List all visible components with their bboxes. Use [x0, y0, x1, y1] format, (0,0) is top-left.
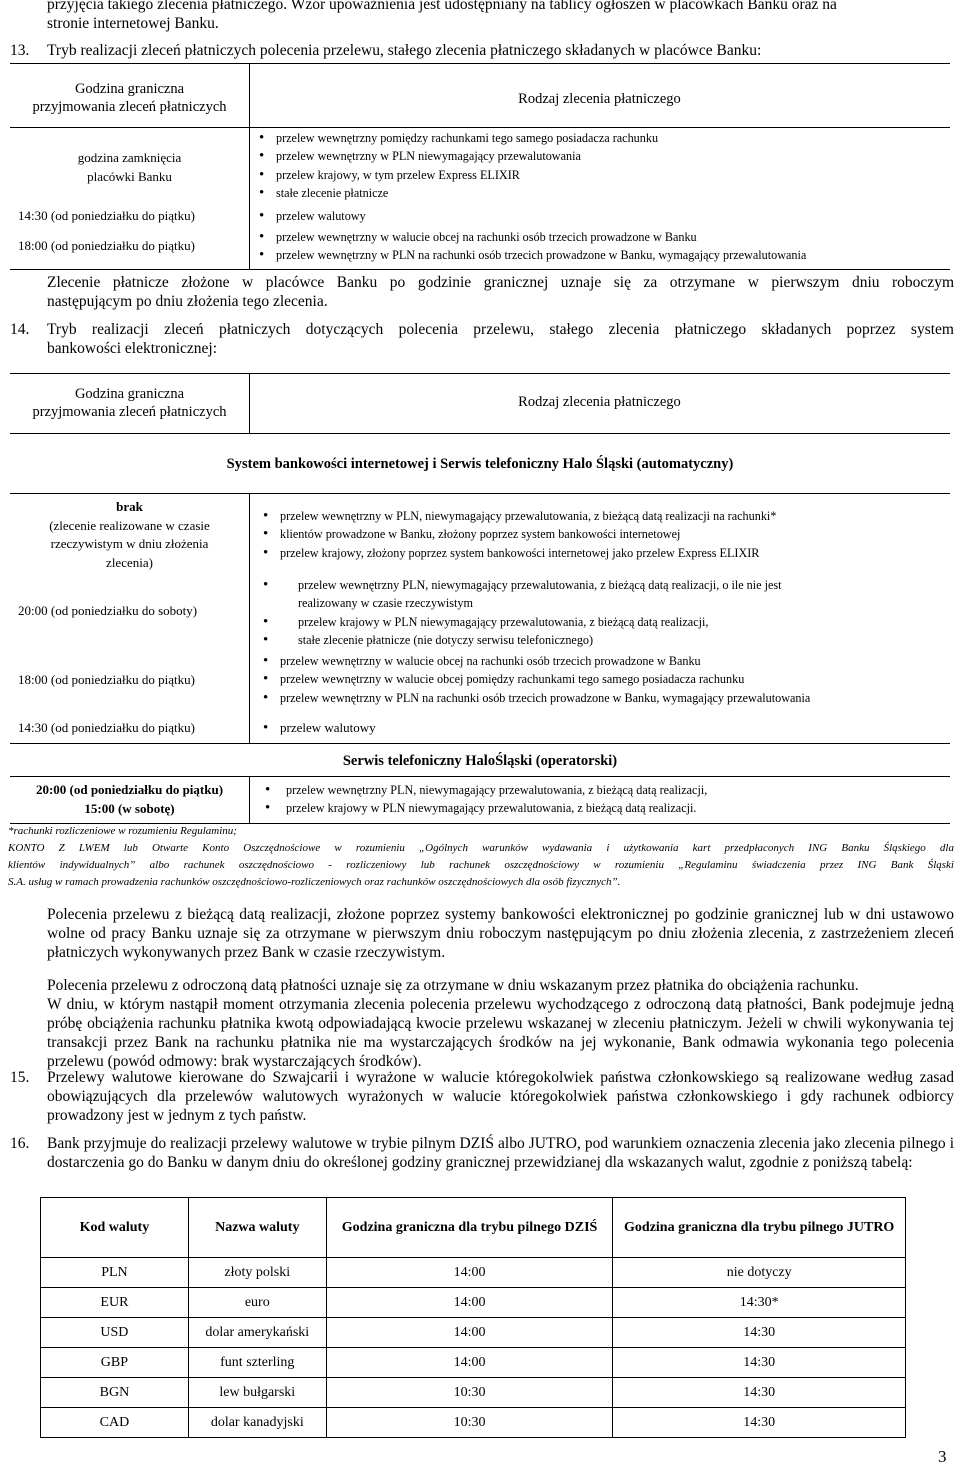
- list-item: • przelew walutowy: [260, 719, 376, 737]
- list-item: • przelew krajowy w PLN niewymagający przewalutowania, z bieżącą datą realizacji,: [260, 613, 782, 631]
- paragraph-1: Polecenia przelewu z bieżącą datą realizacji, złożone poprzez systemy bankowości elektronicznej po godzinie granicznej lub w dni ustawowo wolne od pracy Banku uznaje się za otrzymane w pierwszym dniu roboczym następującym po dniu złożenia zlecenia, z zastrzeżeniem zleceń płatniczych wykonywanych przez Bank w czasie rzeczywistym.: [47, 906, 954, 961]
- list-item: • przelew krajowy w PLN niewymagający przewalutowania, z bieżącą datą realizacji.: [262, 799, 707, 817]
- brak-list: [260, 507, 776, 562]
- table-row: USD dolar amerykański 14:00 14:30: [41, 1318, 906, 1348]
- t2000-time: 20:00 (od poniedziałku do soboty): [18, 603, 198, 618]
- currency-table-header: [41, 1198, 906, 1258]
- list-item: • przelew wewnętrzny PLN, niewymagający przewalutowania, z bieżącą datą realizacji,: [262, 781, 707, 799]
- table-row: EUR euro 14:00 14:30*: [41, 1288, 906, 1318]
- list-item: • przelew krajowy, złożony poprzez system bankowości internetowej jako przelew Express ELIXIR: [260, 544, 776, 562]
- operator-title: Serwis telefoniczny HaloŚląski (operatorski): [342, 753, 618, 769]
- section-15-number: 15.: [10, 1069, 30, 1086]
- s13-note-line-2: następującym po dniu złożenia tego zlecenia.: [47, 293, 328, 310]
- t1800-time: 18:00 (od poniedziałku do piątku): [18, 672, 195, 687]
- section-14-heading-line-2: bankowości elektronicznej:: [47, 340, 218, 357]
- page-number: 3: [938, 1447, 947, 1466]
- list-item: • przelew krajowy, w tym przelew Express ELIXIR: [256, 166, 658, 184]
- operator-list: [262, 781, 707, 818]
- operator-time: 20:00 (od poniedziałku do piątku) 15:00 (w sobotę): [35, 782, 224, 816]
- section-16-text: Bank przyjmuje do realizacji przelewy walutowe w trybie pilnym DZIŚ albo JUTRO, pod warunkiem oznaczenia zlecenia jako zlecenia pilnego i dostarczenia go do Banku w danym dniu do określonej godziny granicznej przewidzianej dla wskazanych walut, zgodnie z poniższą tabelą:: [47, 1135, 954, 1171]
- t1430-time: 14:30 (od poniedziałku do piątku): [18, 720, 195, 735]
- section-15-text: Przelewy walutowe kierowane do Szwajcarii i wyrażone w walucie któregokolwiek państwa członkowskiego są realizowane według zasad obowiązujących dla przelewów walutowych wyrażonych w walucie któregokolwiek państwa członkowskiego i gdy rachunek odbiorcy prowadzony jest w jednym z tych państw.: [47, 1069, 954, 1124]
- section-13-heading: Tryb realizacji zleceń płatniczych polecenia przelewu, stałego zlecenia płatniczego składanych w placówce Banku:: [47, 42, 762, 59]
- s14-col2-header: Rodzaj zlecenia płatniczego: [518, 394, 681, 410]
- list-item: • przelew wewnętrzny w walucie obcej na rachunki osób trzecich prowadzone w Banku: [256, 228, 806, 246]
- section-14-heading-line-1: Tryb realizacji zleceń płatniczych dotyczących polecenia przelewu, stałego zlecenia płatniczego składanych poprzez system: [47, 321, 954, 338]
- list-item: • stałe zlecenie płatnicze (nie dotyczy serwisu telefonicznego): [260, 631, 782, 649]
- intro-line-2: stronie internetowej Banku.: [47, 15, 219, 32]
- currency-table: [40, 1197, 906, 1438]
- list-item: • przelew wewnętrzny w PLN na rachunki osób trzecich prowadzone w Banku, wymagający przewalutowania: [256, 246, 806, 264]
- t1800-list: [260, 652, 810, 707]
- s13-note-line-1: Zlecenie płatnicze złożone w placówce Banku po godzinie granicznej uznaje się za otrzymane w pierwszym dniu roboczym: [47, 274, 954, 291]
- header-today: Godzina graniczna dla trybu pilnego DZIŚ: [326, 1198, 613, 1258]
- table-row: GBP funt szterling 14:00 14:30: [41, 1348, 906, 1378]
- s14-col1-header: Godzina graniczna przyjmowania zleceń płatniczych: [32, 386, 227, 420]
- list-item: • przelew walutowy: [256, 207, 366, 225]
- header-tomorrow: Godzina graniczna dla trybu pilnego JUTRO: [613, 1198, 906, 1258]
- header-name: Nazwa waluty: [188, 1198, 326, 1258]
- s13-row1-list: [256, 129, 658, 202]
- table-row: PLN złoty polski 14:00 nie dotyczy: [41, 1258, 906, 1288]
- t2000-list: [260, 576, 782, 649]
- list-item: • przelew wewnętrzny w walucie obcej pomiędzy rachunkami tego samego posiadacza rachunku: [260, 670, 810, 688]
- table-row: CAD dolar kanadyjski 10:30 14:30: [41, 1408, 906, 1438]
- section-14-number: 14.: [10, 321, 30, 338]
- s13-col1-header: Godzina graniczna przyjmowania zleceń płatniczych: [32, 81, 227, 115]
- list-item: • stałe zlecenie płatnicze: [256, 184, 658, 202]
- intro-line-1: przyjęcia takiego zlecenia płatniczego. Wzór upoważnienia jest udostępniany na tablicy ogłoszeń w placówkach Banku oraz na: [47, 0, 837, 13]
- paragraph-3: W dniu, w którym nastąpił moment otrzymania zlecenia polecenia przelewu wychodzącego z odroczoną datą płatności, Bank podejmuje jedną próbę obciążenia rachunku płatnika kwotą odpowiadającą kwocie przelewu wskazanej w zleceniu płatniczym. Jeżeli w chwili wykonywania tej transakcji przez Bank na rachunku płatnika nie ma wystarczających środków na jej wykonanie, Bank odmawia wykonania tego polecenia przelewu (powód odmowy: brak wystarczających środków).: [47, 996, 954, 1070]
- t1430-list: [260, 719, 376, 737]
- s13-row3-list: [256, 228, 806, 265]
- s13-col2-header: Rodzaj zlecenia płatniczego: [518, 91, 681, 107]
- paragraph-2: Polecenia przelewu z odroczoną datą płatności uznaje się za otrzymane w dniu wskazanym przez płatnika do obciążenia rachunku.: [47, 977, 859, 994]
- list-item: • przelew wewnętrzny pomiędzy rachunkami tego samego posiadacza rachunku: [256, 129, 658, 147]
- s13-row2-list: [256, 207, 366, 225]
- brak-time: brak (zlecenie realizowane w czasie rzeczywistym w dniu złożenia zlecenia): [49, 499, 210, 570]
- list-item-continuation: realizowany w czasie rzeczywistym: [298, 596, 473, 611]
- list-item: • klientów prowadzone w Banku, złożony poprzez system bankowości internetowej: [260, 525, 776, 543]
- section-13-number: 13.: [10, 42, 30, 59]
- footnote: *rachunki rozliczeniowe w rozumieniu Regulaminu; KONTO Z LWEM lub Otwarte Konto Oszczędnościowe w rozumieniu „Ogólnych warunków wydawania i użytkowania kart przedpłaconych ING Banku Śląskiego dla klientów indywidualnych” albo rachunek oszczędnościowo - rozliczeniowy lub rachunek oszczędnościowy w rozumieniu „Regulaminu świadczenia przez ING Bank Śląski S.A. usług w ramach prowadzenia rachunków oszczędnościowo-rozliczeniowych oraz rachunków oszczędnościowych dla osób fizycznych”.: [8, 825, 954, 888]
- system-title: System bankowości internetowej i Serwis telefoniczny Halo Śląski (automatyczny): [226, 456, 734, 472]
- list-item: • przelew wewnętrzny PLN, niewymagający przewalutowania, z bieżącą datą realizacji, o ile nie jest: [260, 576, 782, 594]
- section-16-number: 16.: [10, 1135, 30, 1152]
- header-code: Kod waluty: [41, 1198, 189, 1258]
- list-item: • przelew wewnętrzny w walucie obcej na rachunki osób trzecich prowadzone w Banku: [260, 652, 810, 670]
- list-item: • przelew wewnętrzny w PLN, niewymagający przewalutowania, z bieżącą datą realizacji na rachunki*: [260, 507, 776, 525]
- s13-row3-time: 18:00 (od poniedziałku do piątku): [18, 238, 195, 253]
- list-item: • przelew wewnętrzny w PLN na rachunki osób trzecich prowadzone w Banku, wymagający przewalutowania: [260, 689, 810, 707]
- table-row: BGN lew bułgarski 10:30 14:30: [41, 1378, 906, 1408]
- s13-row1-time: godzina zamknięcia placówki Banku: [77, 150, 182, 184]
- s13-row2-time: 14:30 (od poniedziałku do piątku): [18, 208, 195, 223]
- list-item: • przelew wewnętrzny w PLN niewymagający przewalutowania: [256, 147, 658, 165]
